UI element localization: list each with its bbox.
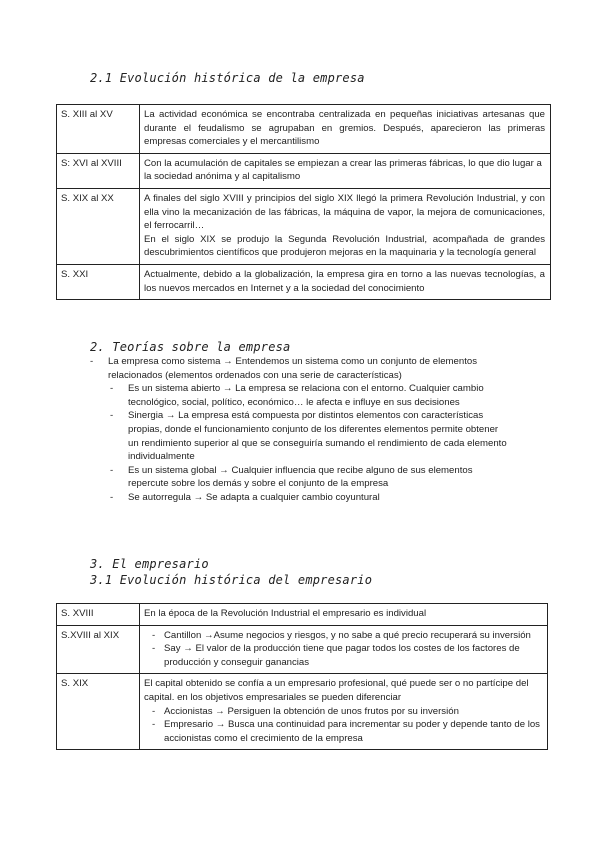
table-row xyxy=(57,674,548,750)
table-row xyxy=(57,604,548,626)
dash-bullet: - xyxy=(90,356,94,367)
dash-bullet: - xyxy=(152,643,156,655)
dash-bullet: - xyxy=(152,719,156,731)
period-cell: S. XIX al XX xyxy=(57,189,140,265)
description-cell: La actividad económica se encontraba centralizada en pequeñas iniciativas artesanas que durante el feudalismo se agrupaban en gremios. Después, aparecieron las primeras empresas comerciales y el mercantilismo xyxy=(140,105,551,154)
period-cell: S. XIII al XV xyxy=(57,105,140,154)
list-item xyxy=(90,464,510,491)
bullet-list xyxy=(144,705,542,746)
list-item-text: Es un sistema global → Cualquier influencia que recibe alguno de sus elementos repercute sobre los demás y sobre el conjunto de la empresa xyxy=(128,464,473,490)
theories-list xyxy=(90,355,510,505)
dash-bullet: - xyxy=(152,629,156,641)
list-item xyxy=(90,355,510,382)
section-heading-3: 3. El empresario xyxy=(90,557,209,571)
list-item xyxy=(144,705,542,719)
section-heading-2: 2. Teorías sobre la empresa xyxy=(90,340,291,354)
list-item xyxy=(144,629,542,643)
table-row xyxy=(57,153,551,188)
list-item-text: Sinergia → La empresa está compuesta por distintos elementos con características propias, donde el funcionamiento conjunto de los diferentes elementos permite obtener un rendimiento superior al que se conseguiría sumando el rendimiento de cada elemento individualmente xyxy=(128,410,507,463)
list-item-text: Say → El valor de la producción tiene que pagar todos los costes de los factores de producción y conseguir ganancias xyxy=(164,643,520,668)
dash-bullet: - xyxy=(152,705,156,717)
list-item-text: Se autorregula → Se adapta a cualquier cambio coyuntural xyxy=(128,492,380,504)
period-cell: S: XVI al XVIII xyxy=(57,153,140,188)
table-row xyxy=(57,189,551,265)
history-entrepreneur-table xyxy=(56,603,548,750)
description-paragraph: El capital obtenido se confía a un empresario profesional, qué puede ser o no partícipe del capital. en los objetivos empresariales se pueden diferenciar xyxy=(144,678,529,704)
history-company-table xyxy=(56,104,551,300)
dash-bullet: - xyxy=(110,410,114,422)
dash-bullet: - xyxy=(110,492,114,504)
description-cell: En la época de la Revolución Industrial el empresario es individual xyxy=(140,604,548,626)
section-heading-3-1: 3.1 Evolución histórica del empresario xyxy=(90,573,373,587)
list-item-text: La empresa como sistema → Entendemos un sistema como un conjunto de elementos relacionados (elementos ordenados con una serie de características) xyxy=(108,356,478,381)
dash-bullet: - xyxy=(110,464,114,476)
list-item-text: Empresario → Busca una continuidad para incrementar su poder y depende tanto de los accionistas como el crecimiento de la empresa xyxy=(164,719,540,744)
period-cell: S. XXI xyxy=(57,265,140,300)
list-item xyxy=(144,642,542,669)
description-cell xyxy=(140,674,548,750)
period-cell: S. XIX xyxy=(57,674,140,750)
list-item-text: Es un sistema abierto → La empresa se relaciona con el entorno. Cualquier cambio tecnológico, social, político, económico… le afecta e influye en sus decisiones xyxy=(128,383,484,408)
bullet-list xyxy=(144,629,542,670)
period-cell: S. XVIII xyxy=(57,604,140,626)
description-cell xyxy=(140,625,548,674)
table-row xyxy=(57,105,551,154)
list-item xyxy=(144,718,542,745)
dash-bullet: - xyxy=(110,383,114,395)
table-row xyxy=(57,265,551,300)
list-item-text: Cantillon →Asume negocios y riesgos, y no sabe a qué precio recuperará su inversión xyxy=(164,629,531,641)
description-cell: Con la acumulación de capitales se empiezan a crear las primeras fábricas, lo que dio lugar a la sociedad anónima y al capitalismo xyxy=(140,153,551,188)
period-cell: S.XVIII al XIX xyxy=(57,625,140,674)
description-cell: Actualmente, debido a la globalización, la empresa gira en torno a las nuevas tecnologías, a los nuevos mercados en Internet y a la sociedad del conocimiento xyxy=(140,265,551,300)
section-heading-2-1: 2.1 Evolución histórica de la empresa xyxy=(90,71,365,85)
description-cell xyxy=(140,189,551,265)
list-item xyxy=(90,409,510,463)
description-paragraph: En el siglo XIX se produjo la Segunda Revolución Industrial, acompañada de grandes descubrimientos científicos que produjeron mejoras en la maquinaria y la tecnología general xyxy=(144,233,545,259)
list-item xyxy=(90,382,510,409)
table-row xyxy=(57,625,548,674)
list-item xyxy=(90,491,510,505)
list-item-text: Accionistas → Persiguen la obtención de unos frutos por su inversión xyxy=(164,705,459,717)
description-paragraph: A finales del siglo XVIII y principios del siglo XIX llegó la primera Revolución Industrial, y con ella vino la mecanización de las fábricas, la máquina de vapor, la mejora de comunicaciones, el ferrocarril… xyxy=(144,193,545,232)
